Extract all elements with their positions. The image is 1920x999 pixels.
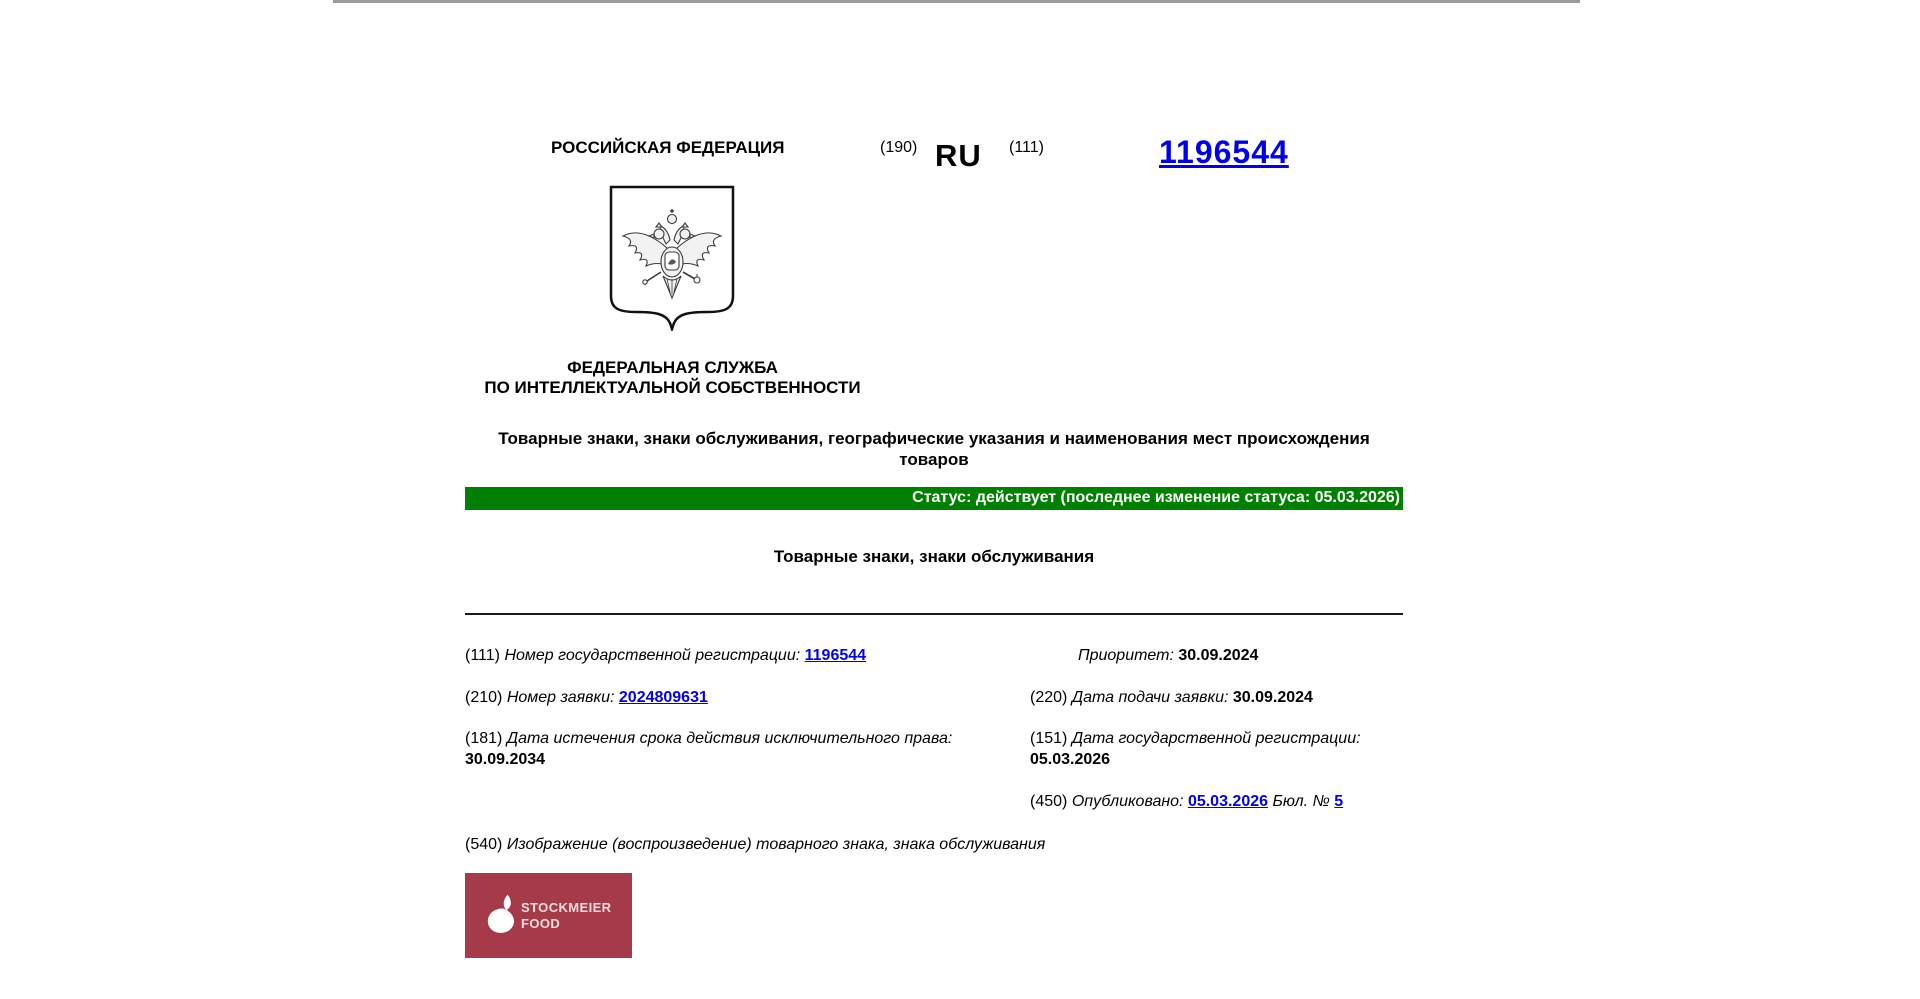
bulletin-number-link[interactable]: 5 bbox=[1334, 793, 1344, 810]
status-text: Статус: действует (последнее изменение статуса: 05.03.2026) bbox=[912, 489, 1400, 506]
field-published bbox=[1030, 791, 1343, 812]
inid-code: (450) bbox=[1030, 793, 1068, 810]
field-label: Дата подачи заявки: bbox=[1071, 689, 1229, 706]
status-bar bbox=[465, 487, 1403, 510]
registration-number-value-link[interactable]: 1196544 bbox=[804, 647, 867, 664]
field-registration-number bbox=[465, 645, 866, 666]
field-expiry-date bbox=[465, 728, 1025, 770]
field-registration-date bbox=[1030, 728, 1403, 770]
inid-code: (181) bbox=[465, 730, 503, 747]
brand-line1: STOCKMEIER bbox=[521, 900, 612, 915]
field-filing-date bbox=[1030, 687, 1313, 708]
field-label: Изображение (воспроизведение) товарного знака, знака обслуживания bbox=[506, 836, 1046, 853]
registration-date-value: 05.03.2026 bbox=[1030, 751, 1111, 768]
application-number-link[interactable]: 2024809631 bbox=[618, 689, 708, 706]
field-label: Дата государственной регистрации: bbox=[1071, 730, 1361, 747]
divider-line bbox=[465, 613, 1403, 615]
inid-code: (151) bbox=[1030, 730, 1068, 747]
inid-code-111-top: (111) bbox=[1009, 139, 1044, 156]
inid-code: (220) bbox=[1030, 689, 1068, 706]
trademark-image bbox=[465, 873, 632, 958]
filing-date-value: 30.09.2024 bbox=[1232, 689, 1313, 706]
field-label: Номер государственной регистрации: bbox=[504, 647, 801, 664]
registration-number-link[interactable]: 1196544 bbox=[1159, 134, 1289, 170]
field-priority bbox=[1078, 645, 1258, 666]
field-label: Номер заявки: bbox=[506, 689, 615, 706]
priority-date-value: 30.09.2024 bbox=[1178, 647, 1259, 664]
field-label: Приоритет: bbox=[1078, 647, 1174, 664]
authority-line1: ФЕДЕРАЛЬНАЯ СЛУЖБА bbox=[567, 358, 778, 377]
authority-name bbox=[465, 358, 880, 398]
inid-code: (111) bbox=[465, 647, 500, 664]
field-application-number bbox=[465, 687, 708, 708]
inid-code: (210) bbox=[465, 689, 503, 706]
trademark-register-page bbox=[465, 0, 1403, 999]
document-type-title: Товарные знаки, знаки обслуживания, географические указания и наименования мест происхождения товаров bbox=[498, 429, 1370, 469]
double-headed-eagle-icon bbox=[623, 209, 721, 298]
brand-line2: FOOD bbox=[521, 916, 561, 931]
trademark-wordmark bbox=[521, 900, 611, 932]
section-title: Товарные знаки, знаки обслуживания bbox=[773, 547, 1095, 566]
field-label: Дата истечения срока действия исключительного права: bbox=[506, 730, 953, 747]
coat-of-arms-emblem bbox=[608, 184, 736, 331]
publication-date-link[interactable]: 05.03.2026 bbox=[1187, 793, 1269, 810]
drop-logo-icon bbox=[486, 893, 522, 938]
expiry-date-value: 30.09.2034 bbox=[465, 751, 546, 768]
inid-code-190: (190) bbox=[880, 139, 918, 156]
country-name: РОССИЙСКАЯ ФЕДЕРАЦИЯ bbox=[551, 138, 785, 157]
field-label: Опубликовано: bbox=[1071, 793, 1184, 810]
inid-code: (540) bbox=[465, 836, 503, 853]
country-code: RU bbox=[935, 138, 982, 173]
field-trademark-image-caption bbox=[465, 834, 1045, 855]
authority-line2: ПО ИНТЕЛЛЕКТУАЛЬНОЙ СОБСТВЕННОСТИ bbox=[484, 378, 861, 397]
bulletin-label: Бюл. № bbox=[1272, 793, 1330, 810]
